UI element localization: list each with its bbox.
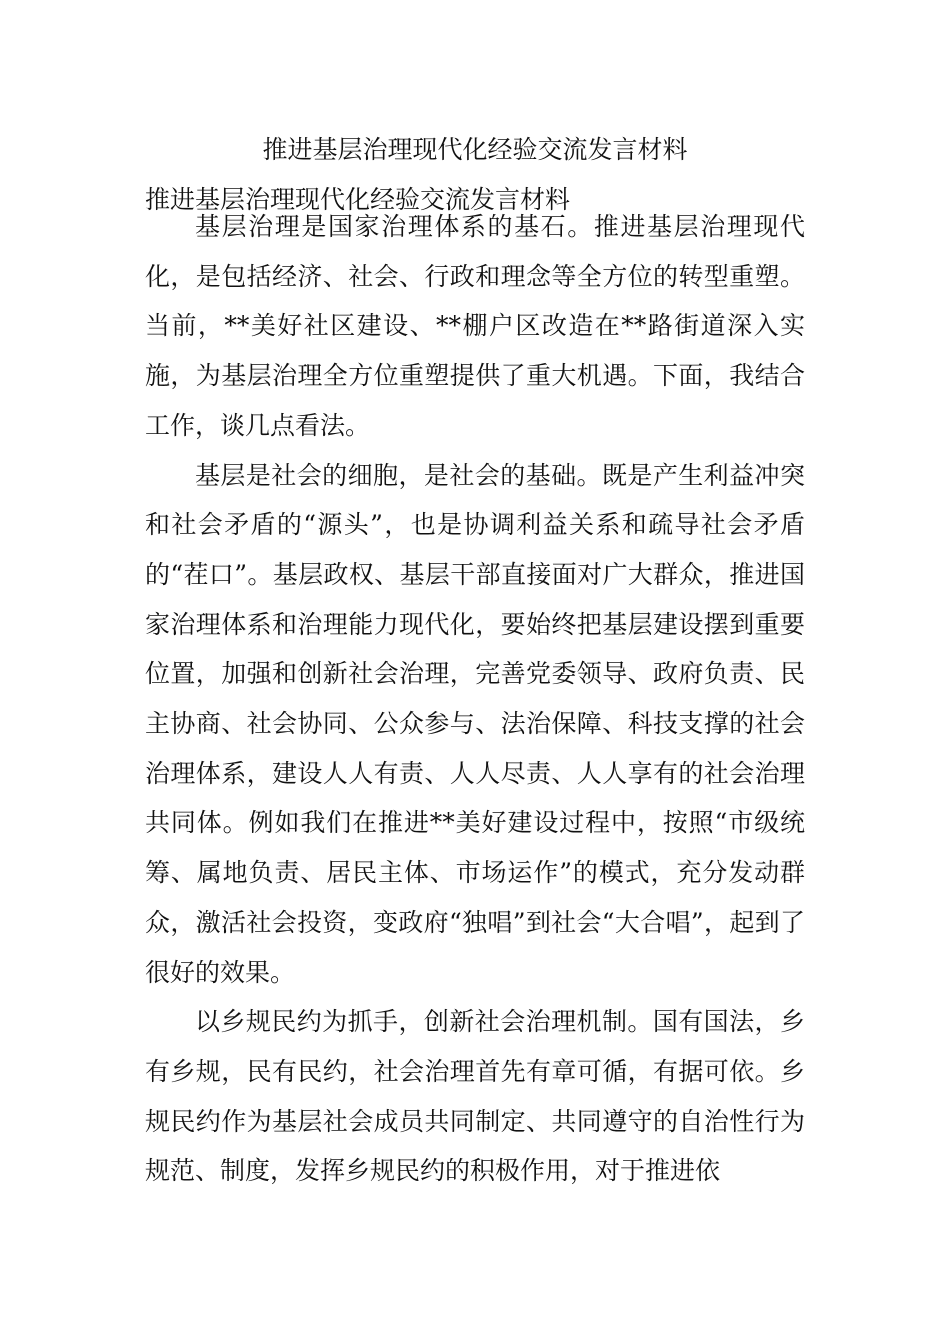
document-title: 推进基层治理现代化经验交流发言材料	[262, 135, 688, 164]
document-body	[145, 202, 805, 1196]
paragraph-village-rules: 以乡规民约为抓手，创新社会治理机制。国有国法，乡有乡规，民有民约，社会治理首先有章可循，有据可依。乡规民约作为基层社会成员共同制定、共同遵守的自治性行为规范、制度，发挥乡规民约的积极作用，对于推进依	[145, 1007, 805, 1186]
document-subtitle: 推进基层治理现代化经验交流发言材料	[145, 185, 571, 214]
paragraph-intro: 基层治理是国家治理体系的基石。推进基层治理现代化，是包括经济、社会、行政和理念等全方位的转型重塑。当前，**美好社区建设、**棚户区改造在**路街道深入实施，为基层治理全方位重塑提供了重大机遇。下面，我结合工作，谈几点看法。	[145, 212, 805, 440]
paragraph-grassroots: 基层是社会的细胞，是社会的基础。既是产生利益冲突和社会矛盾的“源头”，也是协调利益关系和疏导社会矛盾的“茬口”。基层政权、基层干部直接面对广大群众，推进国家治理体系和治理能力现代化，要始终把基层建设摆到重要位置，加强和创新社会治理，完善党委领导、政府负责、民主协商、社会协同、公众参与、法治保障、科技支撑的社会治理体系，建设人人有责、人人尽责、人人享有的社会治理共同体。例如我们在推进**美好建设过程中，按照“市级统筹、属地负责、居民主体、市场运作”的模式，充分发动群众，激活社会投资，变政府“独唱”到社会“大合唱”，起到了很好的效果。	[145, 460, 805, 987]
